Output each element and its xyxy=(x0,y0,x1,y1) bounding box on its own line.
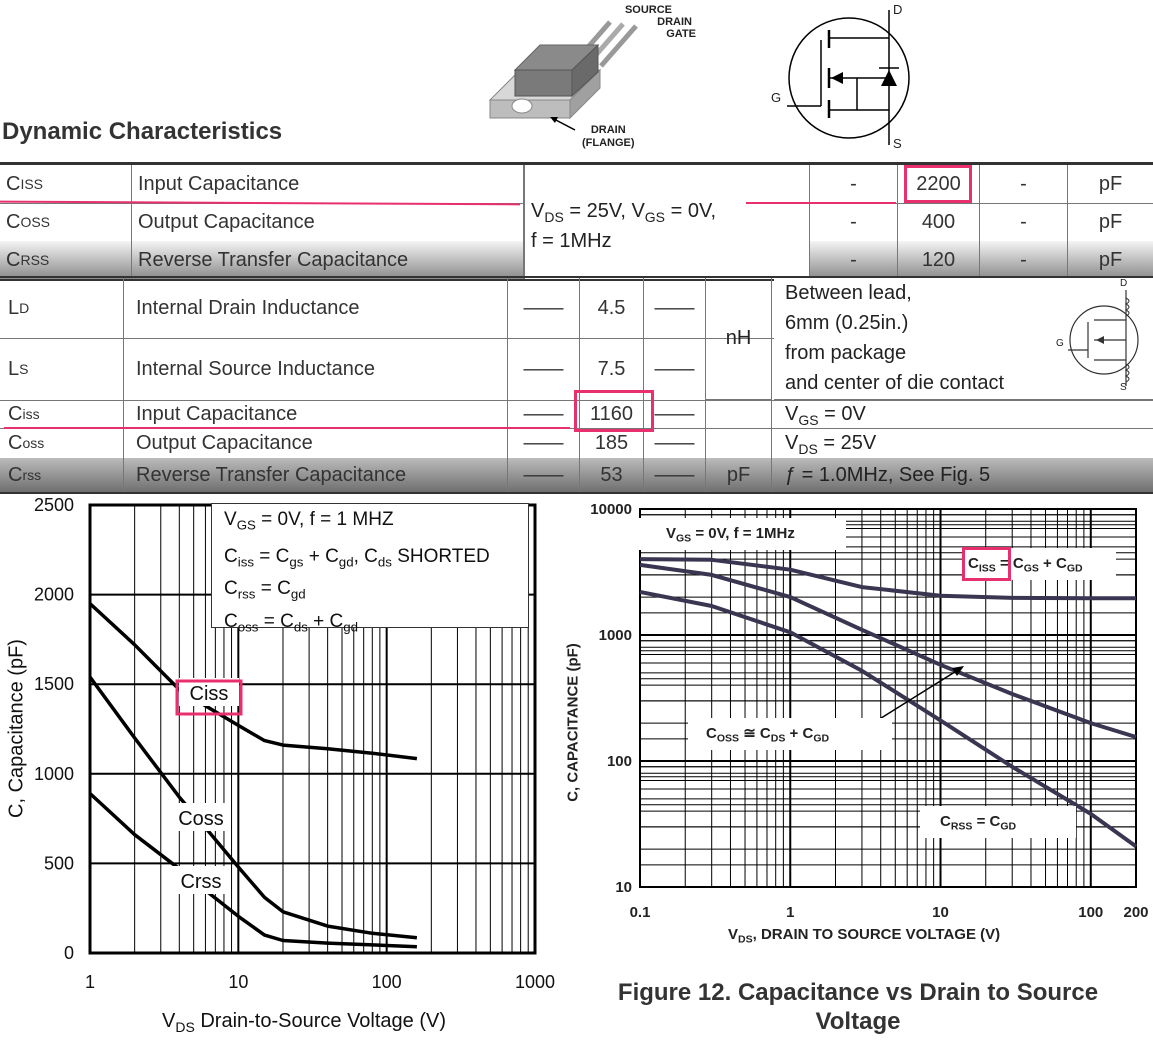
min-cell: - xyxy=(810,203,898,241)
curve-label-coss: Coss xyxy=(178,808,224,830)
test-conditions-cell: $V_{DS} = 25V$, $V_{GS} = 0V$, f = 1MHz xyxy=(524,165,810,279)
highlight-box xyxy=(904,165,972,203)
drain-pin-label: DRAIN xyxy=(657,16,692,28)
x-tick-label: 1 xyxy=(84,972,96,992)
y-tick-label: 10 xyxy=(615,879,632,896)
y-tick-label: 100 xyxy=(606,753,632,770)
highlight-box xyxy=(574,390,654,432)
y-tick-label: 2500 xyxy=(33,495,74,515)
inductance-conditions: Between lead, 6mm (0.25in.) from package and center of die contact D G S xyxy=(774,278,1153,400)
table-row: C oss Output Capacitance —— 185 —— xyxy=(0,428,1153,459)
left-chart-legend: $V_{GS} = 0V$, f = 1 MHZ $C_{iss} = C_{gs} + C_{gd}$, $C_{ds}$ SHORTED $C_{rss} = C_{gd}$ $C_{oss} = C_{ds} + C_{gd}$ xyxy=(211,503,529,628)
dynamic-table xyxy=(0,162,1153,279)
icon-d-label: D xyxy=(1120,278,1128,289)
typ-cell: 400 xyxy=(898,203,980,241)
mosfet-symbol xyxy=(765,0,915,152)
y-tick-label: 1500 xyxy=(33,674,74,695)
right-chart-cond: $V_{GS} = 0V$, f = 1MHz xyxy=(638,518,846,550)
icon-s-label: S xyxy=(1120,382,1127,393)
unit-nh-cell: nH xyxy=(706,278,772,400)
min-cell: - xyxy=(810,165,898,203)
series-line-crss xyxy=(90,794,417,947)
x-tick-label: 0.1 xyxy=(629,904,651,921)
table-row: C rss Reverse Transfer Capacitance —— 53 —— pF xyxy=(0,458,1153,494)
parameter-cell: Input Capacitance xyxy=(132,165,524,203)
left-chart-ylabel: C, Capacitance (pF) xyxy=(5,639,28,818)
table-row: C iss Input Capacitance —— 1160 —— xyxy=(0,400,1153,429)
y-tick-label: 10000 xyxy=(590,501,632,518)
section-title: Dynamic Characteristics xyxy=(2,118,283,145)
x-tick-label: 100 xyxy=(371,972,402,992)
right-chart-ylabel: C, CAPACITANCE (pF) xyxy=(564,643,582,802)
series-line-coss xyxy=(90,677,417,938)
coss-curve-label: $C_{OSS}$ ≅ $C_{DS} + C_{GD}$ xyxy=(688,718,892,750)
x-tick-label: 200 xyxy=(1123,904,1149,921)
icon-g-label: G xyxy=(1056,338,1064,349)
crss-curve-label: $C_{RSS} = C_{GD}$ xyxy=(920,806,1076,838)
curve-label-ciss: Ciss xyxy=(189,683,229,705)
max-cell: - xyxy=(980,203,1068,241)
unit-cell: pF xyxy=(1098,210,1123,233)
parameter-cell: Output Capacitance xyxy=(132,203,524,241)
symbol-cell: C OSS xyxy=(0,203,132,241)
x-tick-label: 10 xyxy=(932,904,949,921)
symbol-cell: C RSS xyxy=(0,241,132,279)
unit-cell: pF xyxy=(1098,172,1123,195)
capacitance-conditions: $V_{GS} = 0V$ $V_{DS} = 25V$ ƒ = 1.0MHz, See Fig. 5 xyxy=(785,403,991,486)
typ-cell: 2200 xyxy=(898,165,980,203)
symbol-gate-label: G xyxy=(771,90,782,105)
x-tick-label: 100 xyxy=(1078,904,1104,921)
symbol-cell: C ISS xyxy=(0,165,132,203)
table-row: L S Internal Source Inductance —— 7.5 —— xyxy=(0,338,1153,401)
highlight-box xyxy=(962,547,1011,581)
symbol-drain-label: D xyxy=(893,2,903,17)
y-tick-label: 0 xyxy=(63,943,74,963)
highlight-underline xyxy=(746,202,896,204)
gate-pin-label: GATE xyxy=(666,28,696,40)
inductance-capacitance-table xyxy=(0,276,1153,492)
mosfet-inductance-icon xyxy=(1054,284,1144,392)
max-cell: - xyxy=(980,165,1068,203)
x-tick-label: 1 xyxy=(786,904,795,921)
y-tick-label: 500 xyxy=(43,853,74,874)
n-channel-mosfet-icon xyxy=(765,0,915,152)
table-row: L D Internal Drain Inductance —— 4.5 —— xyxy=(0,278,1153,339)
right-chart-xlabel: $V_{DS}$, DRAIN TO SOURCE VOLTAGE (V) xyxy=(728,926,1001,946)
source-pin-label: SOURCE xyxy=(624,4,672,16)
left-chart-xlabel: $V_{DS}$ Drain-to-Source Voltage (V) xyxy=(162,1010,447,1035)
parameter-cell: Reverse Transfer Capacitance xyxy=(132,241,524,279)
highlight-underline xyxy=(4,427,570,429)
max-cell: - xyxy=(980,241,1068,279)
min-cell: - xyxy=(810,241,898,279)
typ-cell: 120 xyxy=(898,241,980,279)
x-tick-label: 1000 xyxy=(514,972,556,992)
y-tick-label: 1000 xyxy=(598,627,632,644)
pin-labels xyxy=(600,4,696,40)
figure-caption: Figure 12. Capacitance vs Drain to Source Voltage xyxy=(617,979,1099,1035)
symbol-source-label: S xyxy=(893,136,902,151)
y-tick-label: 2000 xyxy=(33,584,74,605)
flange-label: DRAIN (FLANGE) xyxy=(582,124,635,149)
unit-cell: pF xyxy=(1098,248,1123,271)
ciss-curve-label: $C_{ISS} = C_{GS} + C_{GD}$ xyxy=(962,548,1116,580)
curve-label-crss: Crss xyxy=(180,871,222,893)
x-tick-label: 10 xyxy=(228,972,249,992)
y-tick-label: 1000 xyxy=(33,763,74,784)
